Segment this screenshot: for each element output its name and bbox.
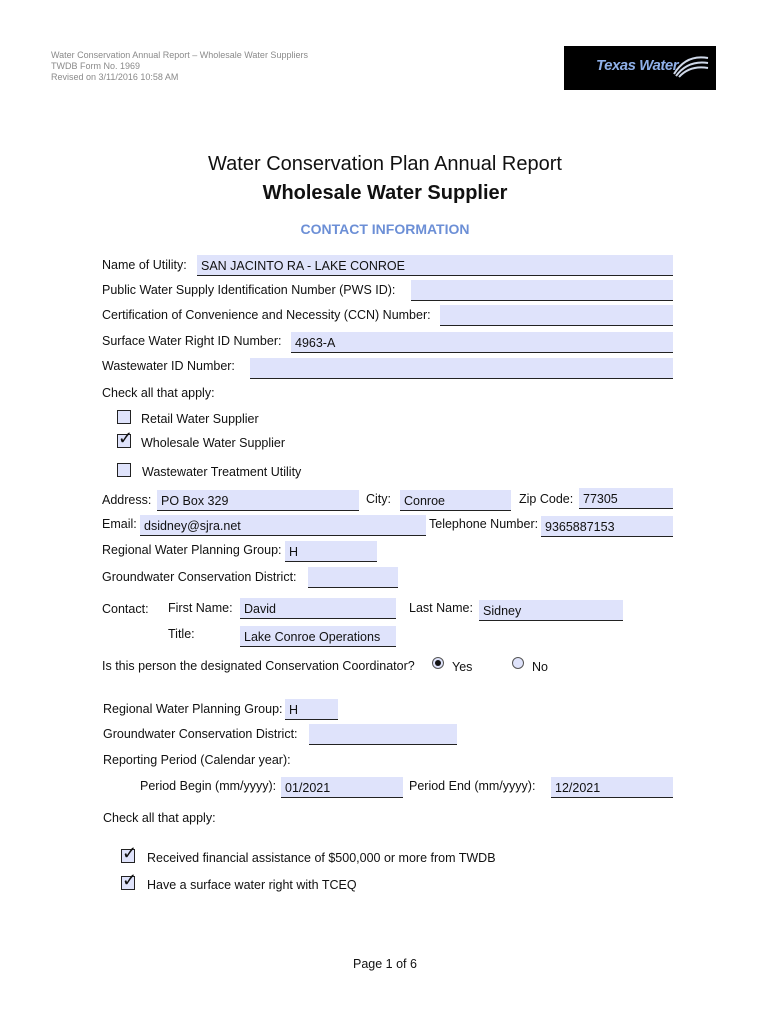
wholesale-checkbox[interactable] — [117, 428, 134, 448]
period-end-label: Period End (mm/yyyy): — [409, 779, 536, 793]
city-field[interactable]: Conroe — [400, 490, 511, 511]
utility-label: Name of Utility: — [102, 258, 187, 272]
header-form-title: Water Conservation Annual Report – Wholesale Water Suppliers — [51, 50, 308, 60]
check-all-label-2: Check all that apply: — [103, 811, 216, 825]
financial-assistance-label: Received financial assistance of $500,000 or more from TWDB — [147, 851, 496, 865]
gcd2-label: Groundwater Conservation District: — [103, 727, 298, 741]
page-number: Page 1 of 6 — [353, 957, 417, 971]
phone-field[interactable]: 9365887153 — [541, 516, 673, 537]
coordinator-no-label: No — [532, 660, 548, 674]
coordinator-yes-label: Yes — [452, 660, 473, 674]
gcd2-field[interactable] — [309, 724, 457, 745]
page-title: Water Conservation Plan Annual Report — [208, 153, 562, 175]
first-name-label: First Name: — [168, 601, 233, 615]
ccn-field[interactable] — [440, 305, 673, 326]
email-field[interactable]: dsidney@sjra.net — [140, 515, 426, 536]
header-form-number: TWDB Form No. 1969 — [51, 61, 141, 71]
zip-field[interactable]: 77305 — [579, 488, 673, 509]
contact-title-label: Title: — [168, 627, 195, 641]
check-mark-icon: ✓ — [118, 428, 134, 448]
wastewater-label: Wastewater ID Number: — [102, 359, 235, 373]
email-label: Email: — [102, 517, 137, 531]
rwpg-field[interactable]: H — [285, 541, 377, 562]
retail-label: Retail Water Supplier — [141, 412, 259, 426]
last-name-label: Last Name: — [409, 601, 473, 615]
section-title: CONTACT INFORMATION — [300, 221, 470, 237]
ccn-label: Certification of Convenience and Necessity (CCN) Number: — [102, 308, 431, 322]
coordinator-question: Is this person the designated Conservation Coordinator? — [102, 659, 415, 673]
wholesale-label: Wholesale Water Supplier — [141, 436, 286, 450]
address-field[interactable]: PO Box 329 — [157, 490, 359, 511]
wastewater-field[interactable] — [250, 358, 673, 379]
period-end-field[interactable]: 12/2021 — [551, 777, 673, 798]
address-label: Address: — [102, 493, 152, 507]
contact-label: Contact: — [102, 602, 149, 616]
financial-assistance-checkbox[interactable] — [121, 843, 138, 863]
wastewater-utility-label: Wastewater Treatment Utility — [142, 465, 302, 479]
header-revised: Revised on 3/11/2016 10:58 AM — [51, 72, 179, 82]
check-mark-icon: ✓ — [122, 870, 138, 890]
wastewater-checkbox[interactable] — [117, 463, 131, 477]
logo-text: Texas Water — [596, 57, 679, 74]
retail-checkbox[interactable] — [117, 410, 131, 424]
zip-label: Zip Code: — [519, 492, 574, 506]
rwpg2-field[interactable]: H — [285, 699, 338, 720]
last-name-field[interactable]: Sidney — [479, 600, 623, 621]
coordinator-no-radio[interactable] — [512, 657, 524, 669]
contact-title-field[interactable]: Lake Conroe Operations — [240, 626, 396, 647]
texas-water-logo — [564, 46, 716, 90]
first-name-field[interactable]: David — [240, 598, 396, 619]
surface-water-field[interactable]: 4963-A — [291, 332, 673, 353]
surface-water-right-label: Have a surface water right with TCEQ — [147, 878, 357, 892]
check-mark-icon: ✓ — [122, 843, 138, 863]
reporting-label: Reporting Period (Calendar year): — [103, 753, 291, 767]
gcd-label: Groundwater Conservation District: — [102, 570, 297, 584]
period-begin-field[interactable]: 01/2021 — [281, 777, 403, 798]
coordinator-yes-radio[interactable] — [432, 657, 444, 669]
surface-water-label: Surface Water Right ID Number: — [102, 334, 282, 348]
check-all-label: Check all that apply: — [102, 386, 215, 400]
phone-label: Telephone Number: — [429, 517, 539, 531]
surface-water-right-checkbox[interactable] — [121, 870, 138, 890]
rwpg2-label: Regional Water Planning Group: — [103, 702, 283, 716]
city-label: City: — [366, 492, 391, 506]
pws-label: Public Water Supply Identification Number (PWS ID): — [102, 283, 396, 297]
pws-field[interactable] — [411, 280, 673, 301]
period-begin-label: Period Begin (mm/yyyy): — [140, 779, 277, 793]
utility-field[interactable]: SAN JACINTO RA - LAKE CONROE — [197, 255, 673, 276]
page-subtitle: Wholesale Water Supplier — [262, 182, 508, 204]
gcd-field[interactable] — [308, 567, 398, 588]
rwpg-label: Regional Water Planning Group: — [102, 543, 282, 557]
wave-icon — [672, 52, 710, 78]
